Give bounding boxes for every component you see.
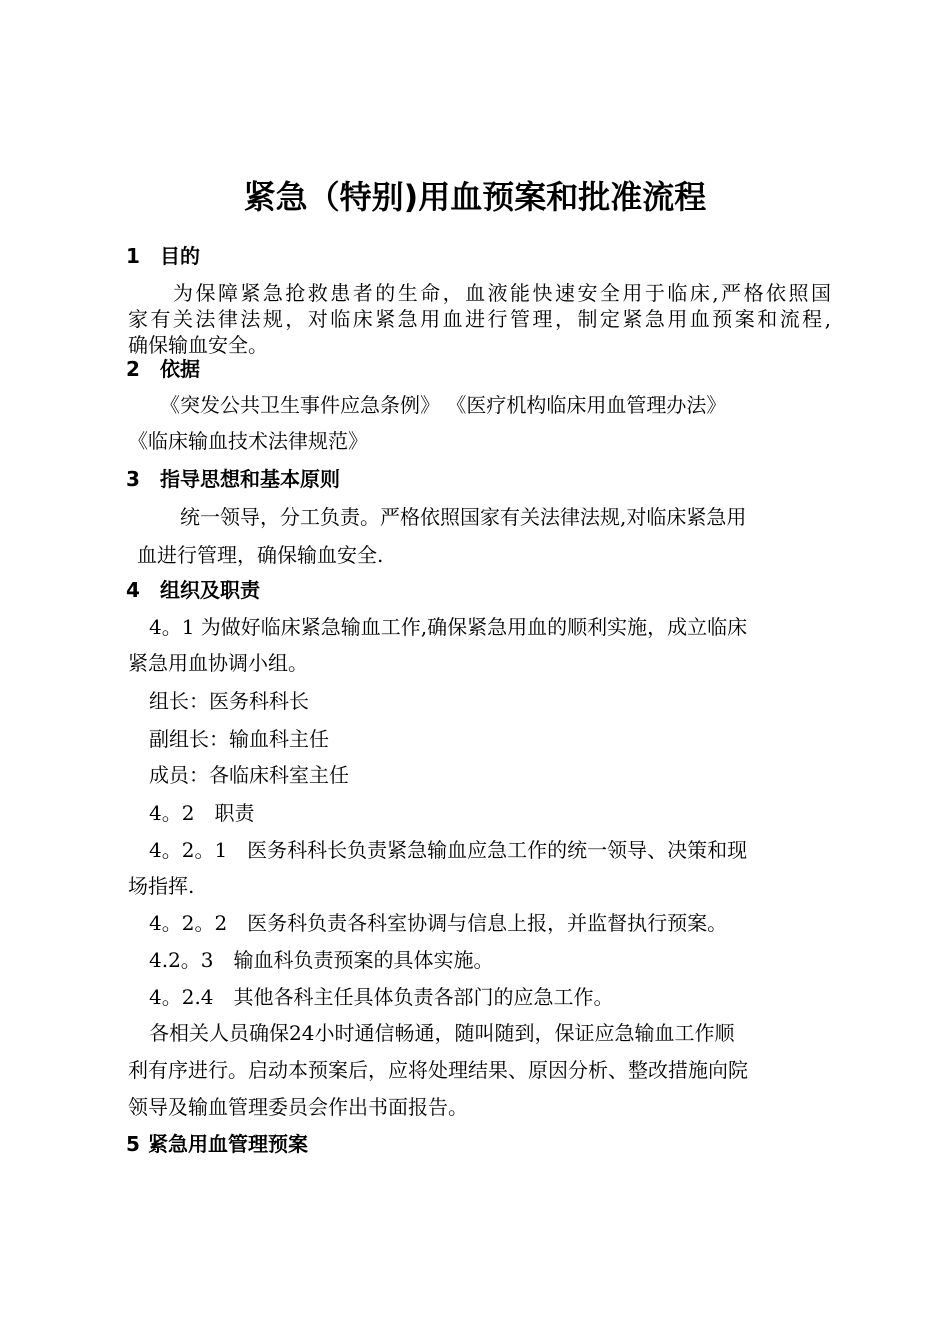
paragraph-line: 各相关人员确保24小时通信畅通，随叫随到，保证应急输血工作顺 (149, 1021, 735, 1045)
paragraph-line: 场指挥. (128, 874, 195, 898)
section-number: 4 (126, 578, 140, 602)
paragraph-line: 4。2 职责 (149, 801, 255, 825)
paragraph-line: 4.2。3 输血科负责预案的具体实施。 (149, 948, 494, 972)
section-title: 紧急用血管理预案 (148, 1132, 308, 1156)
paragraph-line: 家有关法律法规，对临床紧急用血进行管理，制定紧急用血预案和流程, (128, 307, 831, 331)
section-5-heading (126, 1131, 308, 1157)
section-4-heading (126, 577, 260, 603)
paragraph-line: 4。2。1 医务科科长负责紧急输血应急工作的统一领导、决策和现 (149, 838, 748, 862)
section-3-heading (126, 466, 340, 492)
paragraph-line: 副组长：输血科主任 (149, 727, 329, 751)
paragraph-line: 4。2.4 其他各科主任具体负责各部门的应急工作。 (149, 985, 614, 1009)
section-number: 3 (126, 467, 140, 491)
paragraph-line: 成员：各临床科室主任 (149, 763, 349, 787)
section-number: 5 (126, 1132, 140, 1156)
section-1-heading (126, 243, 200, 269)
document-title: 紧急（特别)用血预案和批准流程 (243, 178, 707, 216)
section-title: 指导思想和基本原则 (160, 467, 340, 491)
paragraph-line: 《突发公共卫生事件应急条例》 《医疗机构临床用血管理办法》 (160, 393, 727, 417)
section-2-heading (126, 356, 200, 382)
paragraph-line: 组长：医务科科长 (149, 689, 309, 713)
paragraph-line: 《临床输血技术法律规范》 (128, 429, 368, 453)
paragraph-line: 4。1 为做好临床紧急输血工作,确保紧急用血的顺利实施，成立临床 (149, 615, 748, 639)
paragraph-line: 为保障紧急抢救患者的生命，血液能快速安全用于临床,严格依照国 (173, 281, 831, 305)
section-title: 依据 (160, 357, 200, 381)
paragraph-line: 统一领导，分工负责。严格依照国家有关法律法规,对临床紧急用 (180, 505, 747, 529)
paragraph-line: 利有序进行。启动本预案后，应将处理结果、原因分析、整改措施向院 (128, 1058, 748, 1082)
section-number: 2 (126, 357, 140, 381)
paragraph-line: 紧急用血协调小组。 (128, 651, 308, 675)
paragraph-line: 血进行管理，确保输血安全. (137, 543, 384, 567)
section-title: 目的 (160, 244, 200, 268)
section-number: 1 (126, 244, 140, 268)
section-title: 组织及职责 (160, 578, 260, 602)
paragraph-line: 领导及输血管理委员会作出书面报告。 (128, 1095, 468, 1119)
paragraph-line: 4。2。2 医务科负责各科室协调与信息上报，并监督执行预案。 (149, 911, 728, 935)
paragraph-line: 确保输血安全。 (128, 333, 268, 357)
